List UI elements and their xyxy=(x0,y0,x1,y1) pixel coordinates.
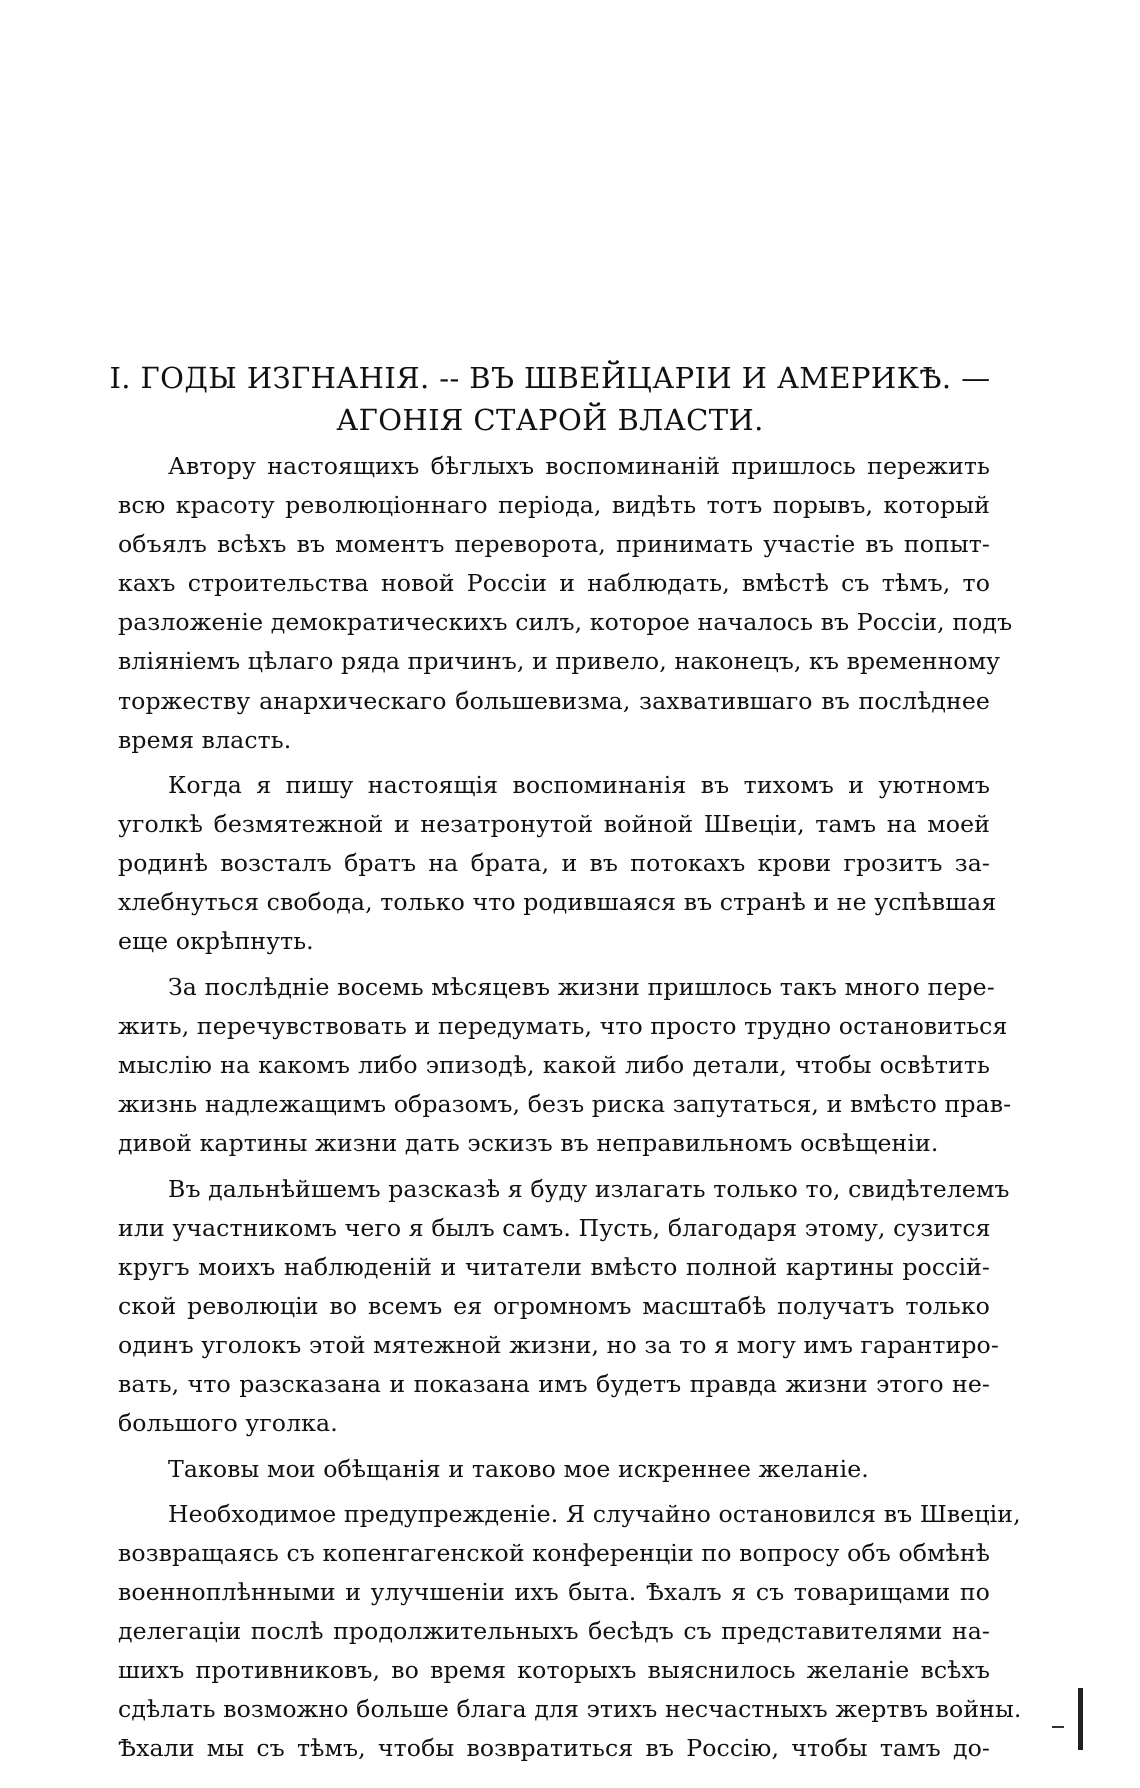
text-line: жизнь надлежащимъ образомъ, безъ риска запутаться, и вмѣсто прав- xyxy=(118,1090,1012,1119)
text-line: ской революціи во всемъ ея огромномъ масштабѣ получатъ только xyxy=(118,1291,990,1320)
text-line: вліяніемъ цѣлаго ряда причинъ, и привело, наконецъ, къ временному xyxy=(118,647,1001,676)
text-line: торжеству анархическаго большевизма, захватившаго въ послѣднее xyxy=(118,686,990,715)
text-line: Когда я пишу настоящія воспоминанія въ тихомъ и уютномъ xyxy=(168,771,990,800)
text-line: возвращаясь съ копенгагенской конференціи по вопросу объ обмѣнѣ xyxy=(118,1539,990,1568)
text-line: объялъ всѣхъ въ моментъ переворота, принимать участіе въ попыт- xyxy=(118,530,990,559)
text-line: вать, что разсказана и показана имъ будетъ правда жизни этого не- xyxy=(118,1370,990,1399)
text-line: дивой картины жизни дать эскизъ въ неправильномъ освѣщеніи. xyxy=(118,1129,939,1158)
text-line: делегаціи послѣ продолжительныхъ бесѣдъ съ представителями на- xyxy=(118,1617,990,1646)
text-line: кругъ моихъ наблюденій и читатели вмѣсто полной картины россій- xyxy=(118,1252,990,1281)
text-line: Ѣхали мы съ тѣмъ, чтобы возвратиться въ Россію, чтобы тамъ до- xyxy=(118,1734,990,1763)
text-line: шихъ противниковъ, во время которыхъ выяснилось желаніе всѣхъ xyxy=(118,1656,990,1685)
text-line: Въ дальнѣйшемъ разсказѣ я буду излагать только то, свидѣтелемъ xyxy=(168,1174,1010,1203)
text-line: хлебнуться свобода, только что родившаяся въ странѣ и не успѣвшая xyxy=(118,888,997,917)
paragraph-1 xyxy=(118,447,1013,760)
paragraph-4 xyxy=(118,1170,1010,1444)
text-line: Таковы мои обѣщанія и таково мое искреннее желаніе. xyxy=(168,1454,869,1483)
paragraph-3 xyxy=(118,968,1012,1163)
text-line: мыслію на какомъ либо эпизодѣ, какой либо детали, чтобы освѣтить xyxy=(118,1051,990,1079)
text-line: всю красоту революціоннаго періода, видѣть тотъ порывъ, который xyxy=(118,491,990,520)
scan-edge-mark xyxy=(1078,1688,1083,1750)
text-line: еще окрѣпнуть. xyxy=(118,927,314,956)
text-line: родинѣ возсталъ братъ на брата, и въ потокахъ крови грозитъ за- xyxy=(118,849,990,878)
chapter-body xyxy=(118,447,1022,1775)
text-line: За послѣдніе восемь мѣсяцевъ жизни пришлось такъ много пере- xyxy=(168,972,995,1001)
text-line: жить, перечувствовать и передумать, что просто трудно остановиться xyxy=(118,1011,1008,1040)
paragraph-2 xyxy=(118,766,997,961)
text-line: Необходимое предупрежденіе. Я случайно остановился въ Швеціи, xyxy=(168,1499,1021,1528)
text-line: кахъ строительства новой Россіи и наблюдать, вмѣстѣ съ тѣмъ, то xyxy=(118,569,990,598)
text-line: сдѣлать возможно больше блага для этихъ несчастныхъ жертвъ войны. xyxy=(118,1695,1022,1724)
paragraph-5 xyxy=(118,1450,990,1489)
text-line: разложеніе демократическихъ силъ, которое началось въ Россіи, подъ xyxy=(118,608,1013,637)
chapter-title-line-2: АГОНІЯ СТАРОЙ ВЛАСТИ. xyxy=(336,403,764,437)
scan-dash-mark xyxy=(1052,1726,1064,1728)
text-line: одинъ уголокъ этой мятежной жизни, но за то я могу имъ гарантиро- xyxy=(118,1330,999,1359)
chapter-title-line-1: I. ГОДЫ ИЗГНАНІЯ. -- ВЪ ШВЕЙЦАРІИ И АМЕРИКѢ. — xyxy=(109,361,991,395)
text-line: время власть. xyxy=(118,725,292,754)
text-line: большого уголка. xyxy=(118,1409,338,1438)
paragraph-6 xyxy=(118,1495,1022,1769)
text-line: военноплѣнными и улучшеніи ихъ быта. Ѣхалъ я съ товарищами по xyxy=(118,1578,990,1607)
text-line: или участникомъ чего я былъ самъ. Пусть, благодаря этому, сузится xyxy=(118,1213,991,1242)
text-line: Автору настоящихъ бѣглыхъ воспоминаній пришлось пережить xyxy=(168,452,990,480)
text-line: уголкѣ безмятежной и незатронутой войной Швеціи, тамъ на моей xyxy=(118,810,990,839)
